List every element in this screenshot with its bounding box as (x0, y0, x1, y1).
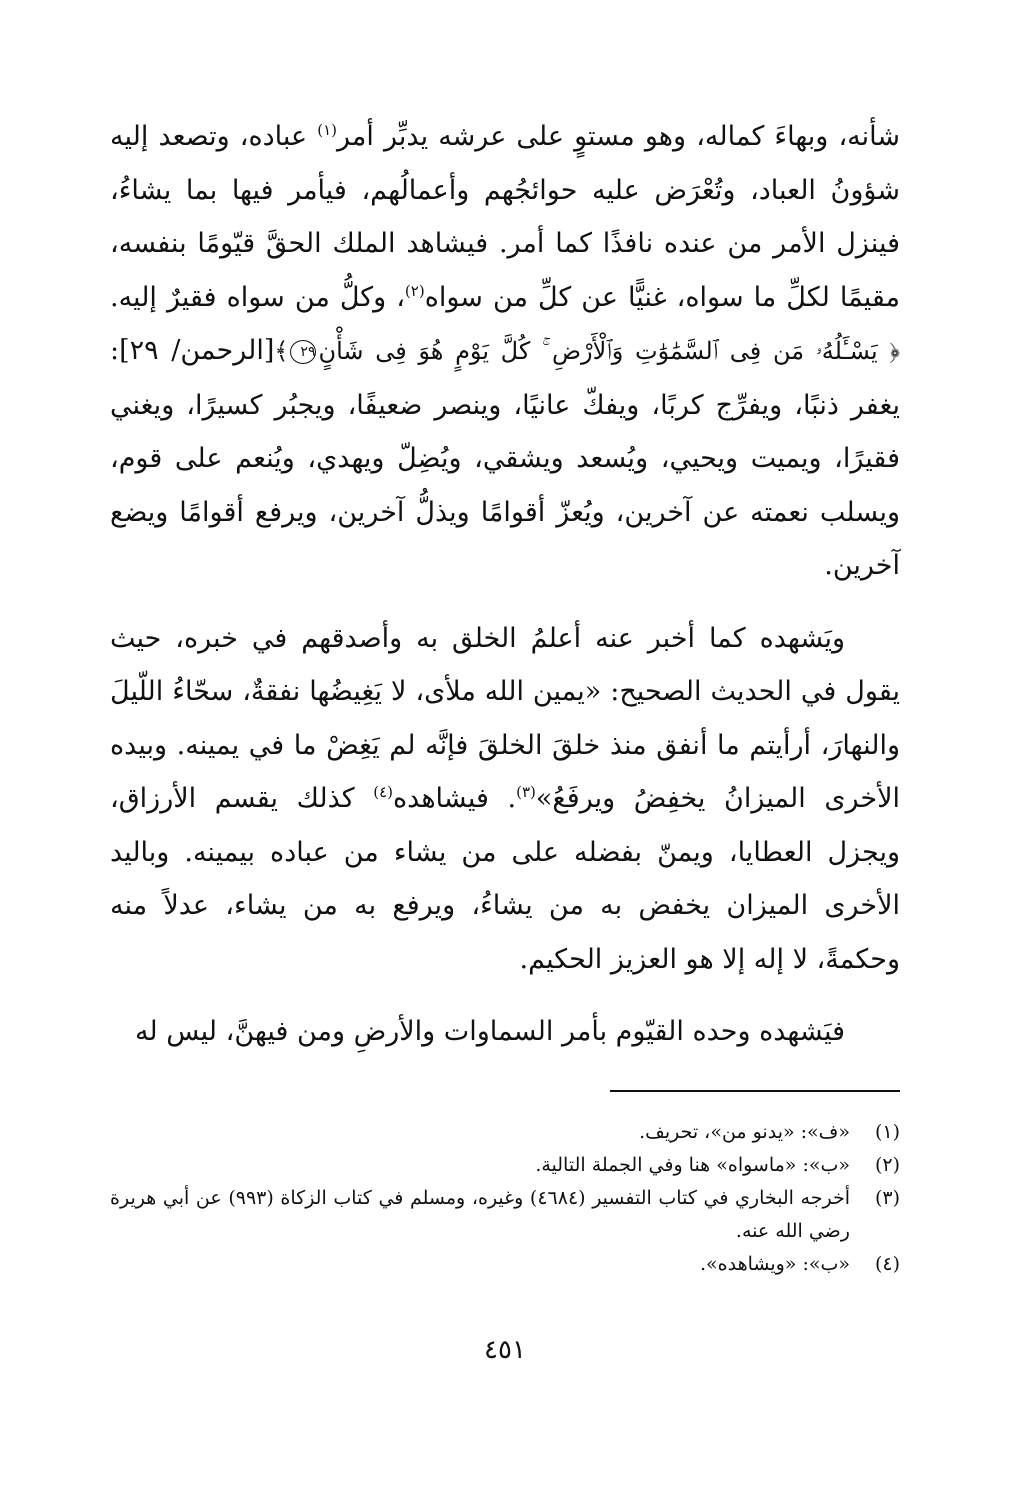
paragraph-2-text: . فيشاهده (393, 783, 517, 814)
footnote-number: (٢) (874, 1154, 900, 1176)
footnote-number: (٣) (874, 1187, 900, 1209)
footnote-marker-4: (٤) (373, 783, 393, 801)
footnote-number: (٤) (874, 1253, 900, 1275)
main-text (110, 110, 900, 1059)
footnote-4 (110, 1248, 900, 1281)
paragraph-1 (110, 110, 900, 593)
footnote-3 (110, 1182, 900, 1248)
paragraph-2 (110, 612, 900, 987)
footnote-marker-1: (١) (317, 121, 338, 139)
book-page (110, 110, 900, 1480)
footnote-text: أخرجه البخاري في كتاب التفسير (٤٦٨٤) وغيره، ومسلم في كتاب الزكاة (٩٩٣) عن أبي هريرة رضي الله عنه. (110, 1187, 851, 1242)
quran-verse: ﴿ يَسْـَٔلُهُۥ مَن فِى ٱلسَّمَٰوَٰتِ وَٱلْأَرْضِ ۚ كُلَّ يَوْمٍ هُوَ فِى شَأْنٍ (318, 337, 900, 365)
paragraph-2-text: كذلك يقسم الأرزاق، ويجزل العطايا، ويمنّ بفضله على من يشاء من عباده بيمينه. وباليد الأخرى الميزان يخفض به من يشاءُ، ويرفع به من يشاء، عدلاً منه وحكمةً، لا إله إلا هو العزيز الحكيم. (110, 783, 900, 975)
footnotes (110, 1116, 900, 1281)
footnote-text: «ب»: «ماسواه» هنا وفي الجملة التالية. (535, 1154, 850, 1176)
paragraph-2-text: ويَشهده كما أخبر عنه أعلمُ الخلق به وأصدقهم في خبره، حيث يقول في الحديث الصحيح: «يمين الله ملأى، لا يَغِيضُها نفقةٌ، سحّاءُ اللّيلَ والنهارَ، أرأيتم ما أنفق منذ خلقَ الخلقَ فإنَّه لم يَغِضْ ما في يمينه. وبيده الأخرى الميزانُ يخفِضُ ويرفَعُ» (110, 622, 900, 814)
footnote-1 (110, 1116, 900, 1149)
paragraph-1-text: [الرحمن/ ٢٩]: يغفر ذنبًا، ويفرِّج كربًا، ويفكّ عانيًا، وينصر ضعيفًا، ويجبُر كسيرًا، ويغني فقيرًا، ويميت ويحيي، ويُسعد ويشقي، ويُضِلّ ويهدي، ويُنعم على قوم، ويسلب نعمته عن آخرين، ويُعزّ أقوامًا ويذلُّ آخرين، ويرفع أقوامًا ويضع آخرين. (110, 335, 900, 581)
page-number: ٤٥١ (484, 1335, 526, 1365)
footnote-text: «ب»: «ويشاهده». (699, 1253, 850, 1275)
paragraph-1-text: عباده، وتصعد إليه شؤونُ العباد، وتُعْرَض عليه حوائجُهم وأعمالُهم، فيأمر فيها بما يشاءُ، فينزل الأمر من عنده نافذًا كما أمر. فيشاهد الملك الحقَّ قيّومًا بنفسه، مقيمًا لكلِّ ما سواه، غنيًّا عن كلِّ من سواه (110, 121, 900, 313)
footnote-text: «ف»: «يدنو من»، تحريف. (639, 1121, 850, 1143)
paragraph-3-text: فيَشهده وحده القيّوم بأمر السماوات والأرضِ ومن فيهنَّ، ليس له (134, 1016, 845, 1047)
footnote-marker-3: (٣) (516, 783, 536, 801)
paragraph-1-text: شأنه، وبهاءَ كماله، وهو مستوٍ على عرشه يدبِّر أمر (337, 121, 900, 152)
footnote-separator (610, 1090, 900, 1092)
paragraph-3 (110, 1005, 900, 1059)
footnote-number: (١) (874, 1121, 900, 1143)
paragraph-1-text: ، وكلُّ من سواه فقيرٌ إليه. (110, 281, 405, 313)
quran-verse-close: ﴾ (274, 337, 289, 365)
verse-number-marker: ٢٩ (290, 340, 316, 364)
footnote-marker-2: (٢) (404, 281, 425, 300)
footnote-2 (110, 1149, 900, 1182)
